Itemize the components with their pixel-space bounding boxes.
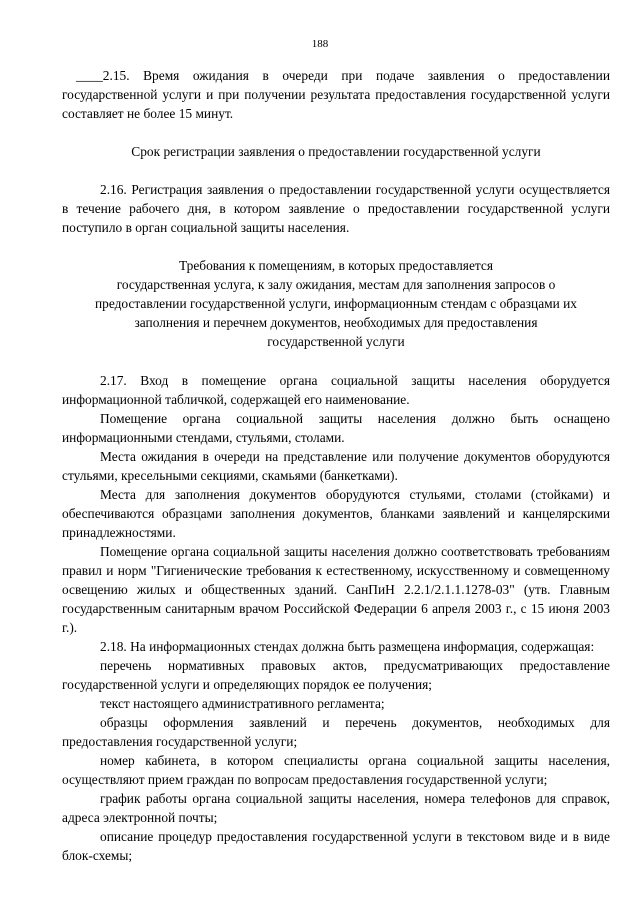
- page-number: 188: [311, 38, 329, 50]
- list-item: график работы органа социальной защиты населения, номера телефонов для справок, адреса электронной почты;: [62, 791, 610, 825]
- heading-line: предоставлении государственной услуги, информационным стендам с образцами их: [94, 296, 577, 311]
- list-item: номер кабинета, в котором специалисты органа социальной защиты населения, осуществляют прием граждан по вопросам предоставления государственной услуги;: [62, 753, 610, 787]
- heading-line: Требования к помещениям, в которых предоставляется: [178, 258, 494, 273]
- paragraph-sanpin: Помещение органа социальной защиты населения должно соответствовать требованиям правил и норм "Гигиенические требования к естественному, искусственному и совмещенному освещению жилых и общественных зданий. СанПиН 2.2.1/2.1.1.1278-03" (утв. Главным государственным санитарным врачом Российской Федерации 6 апреля 2003 г., с 15 июня 2003 г.).: [62, 544, 610, 635]
- paragraph-premises-equipped: Помещение органа социальной защиты населения должно быть оснащено информационными стендами, стульями, столами.: [62, 411, 610, 445]
- heading-line: заполнения и перечнем документов, необходимых для предоставления: [134, 315, 538, 330]
- paragraph-2-16: 2.16. Регистрация заявления о предоставлении государственной услуги осуществляется в течение рабочего дня, в котором заявление о предоставлении государственной услуги поступило в орган социальной защиты населения.: [62, 182, 610, 235]
- paragraph-2-15: ____2.15. Время ожидания в очереди при подаче заявления о предоставлении государственной услуги и при получении результата предоставления государственной услуги составляет не более 15 минут.: [62, 68, 610, 121]
- paragraph-waiting-places: Места ожидания в очереди на представление или получение документов оборудуются стульями, кресельными секциями, скамьями (банкетками).: [62, 449, 610, 483]
- section-heading-registration: Срок регистрации заявления о предоставлении государственной услуги: [131, 144, 541, 159]
- list-item: перечень нормативных правовых актов, предусматривающих предоставление государственной услуги и определяющих порядок ее получения;: [62, 658, 610, 692]
- paragraph-2-17: 2.17. Вход в помещение органа социальной защиты населения оборудуется информационной табличкой, содержащей его наименование.: [62, 373, 610, 407]
- list-item: образцы оформления заявлений и перечень документов, необходимых для предоставления государственной услуги;: [62, 715, 610, 749]
- paragraph-2-18: 2.18. На информационных стендах должна быть размещена информация, содержащая:: [100, 639, 595, 654]
- list-item: текст настоящего административного регламента;: [100, 696, 385, 711]
- heading-line: государственная услуга, к залу ожидания, местам для заполнения запросов о: [116, 277, 556, 292]
- paragraph-filling-places: Места для заполнения документов оборудуются стульями, столами (стойками) и обеспечиваются образцами заполнения документов, бланками заявлений и канцелярскими принадлежностями.: [62, 487, 610, 540]
- section-heading-premises: [62, 256, 610, 351]
- heading-line: государственной услуги: [267, 334, 405, 349]
- list-item: описание процедур предоставления государственной услуги в текстовом виде и в виде блок-схемы;: [62, 829, 610, 863]
- document-body: [62, 66, 610, 865]
